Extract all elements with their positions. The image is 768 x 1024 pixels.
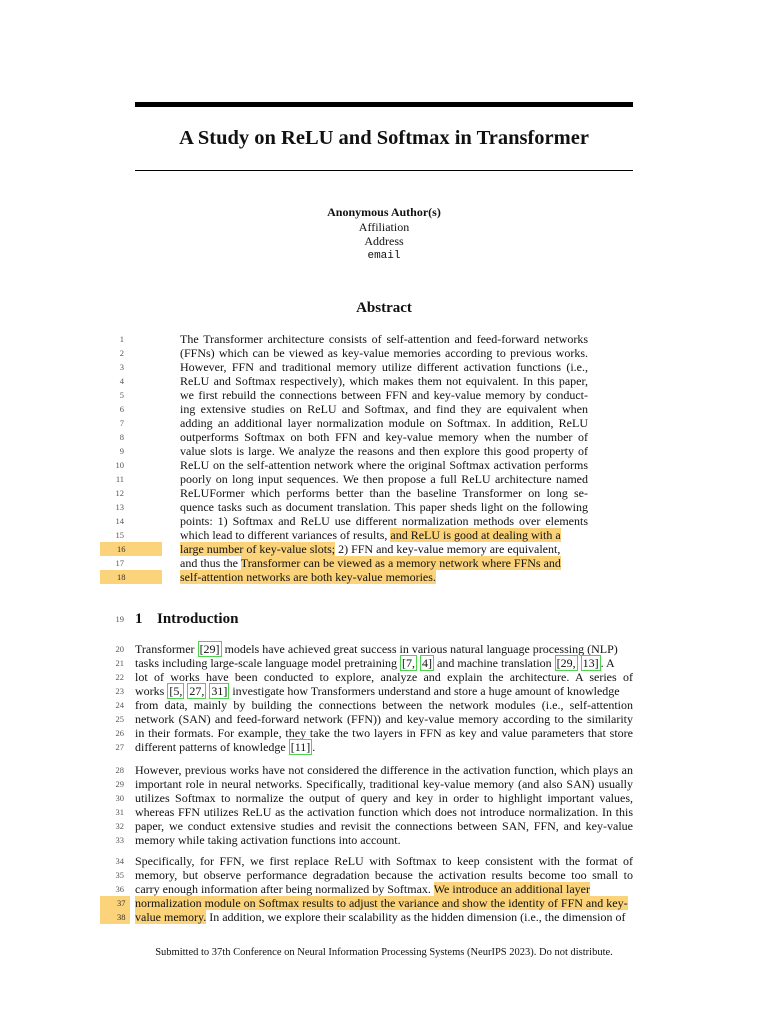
abstract-line: value slots is large. We analyze the reasons and then explore this good property of — [180, 444, 588, 458]
line-number: 15 — [115, 530, 124, 540]
abstract-line: ReLU on the self-attention network where the original Softmax activation performs — [180, 458, 588, 472]
abstract-line: poorly on long input sequences. We then propose a full ReLU architecture named — [180, 472, 588, 486]
line-text: In addition, we explore their scalability as the hidden dimension (i.e., the dimension of — [206, 910, 626, 924]
citation-link[interactable]: [29, — [556, 656, 576, 670]
body-line — [135, 896, 633, 910]
line-number: 27 — [115, 742, 124, 752]
line-text: investigate how Transformers understand and store a huge amount of knowledge — [229, 684, 620, 698]
line-number: 22 — [115, 672, 124, 682]
body-line: paper, we conduct extensive studies and revisit the connections between SAN, FFN, and key-value — [135, 819, 633, 833]
line-text: . — [312, 740, 316, 754]
line-number: 7 — [119, 418, 124, 428]
abstract-line: outperforms Softmax on both FFN and key-value memory when the number of — [180, 430, 588, 444]
line-number: 20 — [115, 644, 124, 654]
abstract-line — [180, 570, 588, 584]
author-block — [135, 205, 633, 263]
line-number: 9 — [119, 446, 124, 456]
line-text: works — [135, 684, 168, 698]
abstract-line: ReLUFormer which performs better than the baseline Transformer on long se- — [180, 486, 588, 500]
citation-link[interactable]: [7, — [402, 656, 416, 670]
body-line: memory while taking activation functions into account. — [135, 833, 401, 847]
line-number: 2 — [119, 348, 124, 358]
highlighted-text: and ReLU is good at dealing with a — [390, 528, 561, 542]
abstract-line — [180, 528, 588, 542]
line-number: 5 — [119, 390, 124, 400]
abstract-line: ing extensive studies on ReLU and Softmax, and find they are equivalent when — [180, 402, 588, 416]
line-number: 25 — [115, 714, 124, 724]
citation-link[interactable]: 13] — [582, 656, 599, 670]
body-line: utilizes Softmax to normalize the output of query and key in order to highlight important values, — [135, 791, 633, 805]
body-line — [135, 684, 633, 698]
line-number: 32 — [115, 821, 124, 831]
line-text: tasks including large-scale language model pretraining — [135, 656, 401, 670]
body-line: memory, but observe performance degradation because the activation results become too small to — [135, 868, 633, 882]
body-line: important role in neural networks. Specifically, traditional key-value memory (and also SAN) usually — [135, 777, 633, 791]
abstract-line: points: 1) Softmax and ReLU use different normalization methods over elements — [180, 514, 588, 528]
line-number: 26 — [115, 728, 124, 738]
section-title: Introduction — [157, 611, 239, 627]
body-line — [135, 882, 633, 896]
body-line: in their formats. For example, they take the two layers in FFN as key and value parameters that store — [135, 726, 633, 740]
line-text: and machine translation — [434, 656, 555, 670]
line-number: 3 — [119, 362, 124, 372]
line-text: 2) FFN and key-value memory are equivalent, — [335, 542, 561, 556]
line-number: 23 — [115, 686, 124, 696]
line-text: different patterns of knowledge — [135, 740, 289, 754]
line-number: 21 — [115, 658, 124, 668]
abstract-line: quence tasks such as document translation. This paper sheds light on the following — [180, 500, 588, 514]
citation-link[interactable]: [29] — [199, 642, 220, 656]
line-number-highlighted: 18 — [100, 570, 162, 584]
line-number: 29 — [115, 779, 124, 789]
line-number: 12 — [115, 488, 124, 498]
citation-link[interactable]: [11] — [290, 740, 311, 754]
line-text: carry enough information after being normalized by Softmax. — [135, 882, 434, 896]
line-number-highlighted: 16 — [100, 542, 162, 556]
abstract-line — [180, 542, 588, 556]
author-email: email — [367, 249, 401, 262]
line-number: 30 — [115, 793, 124, 803]
line-text: and thus the — [180, 556, 241, 570]
line-number: 17 — [115, 558, 124, 568]
submission-footer: Submitted to 37th Conference on Neural Information Processing Systems (NeurIPS 2023). Do not distribute. — [155, 947, 613, 958]
abstract-line — [180, 556, 588, 570]
title-rule — [135, 170, 633, 171]
abstract-heading: Abstract — [356, 300, 412, 316]
citation-link[interactable]: 27, — [189, 684, 205, 698]
citation-link[interactable]: [5, — [169, 684, 183, 698]
body-line — [135, 642, 633, 656]
line-number: 8 — [119, 432, 124, 442]
highlighted-text: normalization module on Softmax results to adjust the variance and show the identity of FFN and key- — [135, 896, 628, 910]
author-affiliation: Affiliation — [358, 219, 410, 234]
body-line — [135, 656, 633, 670]
abstract-line: we first rebuild the connections between FFN and key-value memory by conduct- — [180, 388, 588, 402]
body-line — [135, 740, 633, 754]
paper-title: A Study on ReLU and Softmax in Transformer — [179, 127, 589, 149]
body-line: whereas FFN utilizes ReLU as the activation function which does not introduce normalization. In this — [135, 805, 633, 819]
line-number: 31 — [115, 807, 124, 817]
abstract-line: adding an additional layer normalization module on Softmax. In addition, ReLU — [180, 416, 588, 430]
citation-link[interactable]: 4] — [422, 656, 433, 670]
line-text: Transformer — [135, 642, 198, 656]
highlighted-text: value memory. — [135, 910, 207, 924]
body-line: Specifically, for FFN, we first replace ReLU with Softmax to keep consistent with the format of — [135, 854, 633, 868]
highlighted-text: We introduce an additional layer — [433, 882, 590, 896]
line-number: 10 — [115, 460, 124, 470]
author-address: Address — [364, 234, 404, 248]
line-number: 28 — [115, 765, 124, 775]
top-rule — [135, 102, 633, 107]
body-line: from data, mainly by building the connections between the network modules (i.e., self-attention — [135, 698, 633, 712]
section-number: 1 — [135, 611, 143, 627]
line-number: 1 — [119, 334, 124, 344]
body-line: lot of works have been conducted to explore, analyze and explain the architecture. A series of — [135, 670, 633, 684]
line-text: models have achieved great success in various natural language processing (NLP) — [221, 642, 618, 656]
line-number: 11 — [115, 474, 124, 484]
line-number: 6 — [119, 404, 124, 414]
abstract-line: The Transformer architecture consists of self-attention and feed-forward networks — [180, 332, 588, 346]
line-text: . A — [600, 656, 615, 670]
line-number: 35 — [115, 870, 124, 880]
line-text: which lead to different variances of results, — [180, 528, 391, 542]
author-name: Anonymous Author(s) — [327, 205, 441, 219]
abstract-line: (FFNs) which can be viewed as key-value memories according to previous works. — [180, 346, 588, 360]
line-number: 24 — [115, 700, 124, 710]
line-number-highlighted: 37 — [100, 896, 130, 910]
line-number: 14 — [115, 516, 124, 526]
line-number: 19 — [115, 614, 124, 624]
highlighted-text: self-attention networks are both key-value memories. — [180, 570, 436, 584]
highlighted-text: large number of key-value slots; — [180, 542, 336, 556]
body-line: However, previous works have not considered the difference in the activation function, which plays an — [135, 763, 633, 777]
body-line: network (SAN) and feed-forward network (FFN)) and key-value memory according to the similarity — [135, 712, 633, 726]
highlighted-text: Transformer can be viewed as a memory network where FFNs and — [240, 556, 561, 570]
section-heading-introduction — [135, 609, 238, 629]
abstract-line: However, FFN and traditional memory utilize different activation functions (i.e., — [180, 360, 588, 374]
body-line — [135, 910, 633, 924]
line-number: 13 — [115, 502, 124, 512]
line-number: 33 — [115, 835, 124, 845]
line-number: 34 — [115, 856, 124, 866]
line-number: 36 — [115, 884, 124, 894]
abstract-line: ReLU and Softmax respectively), which makes them not equivalent. In this paper, — [180, 374, 588, 388]
line-number: 4 — [119, 376, 124, 386]
citation-link[interactable]: 31] — [211, 684, 228, 698]
line-number-highlighted: 38 — [100, 910, 130, 924]
